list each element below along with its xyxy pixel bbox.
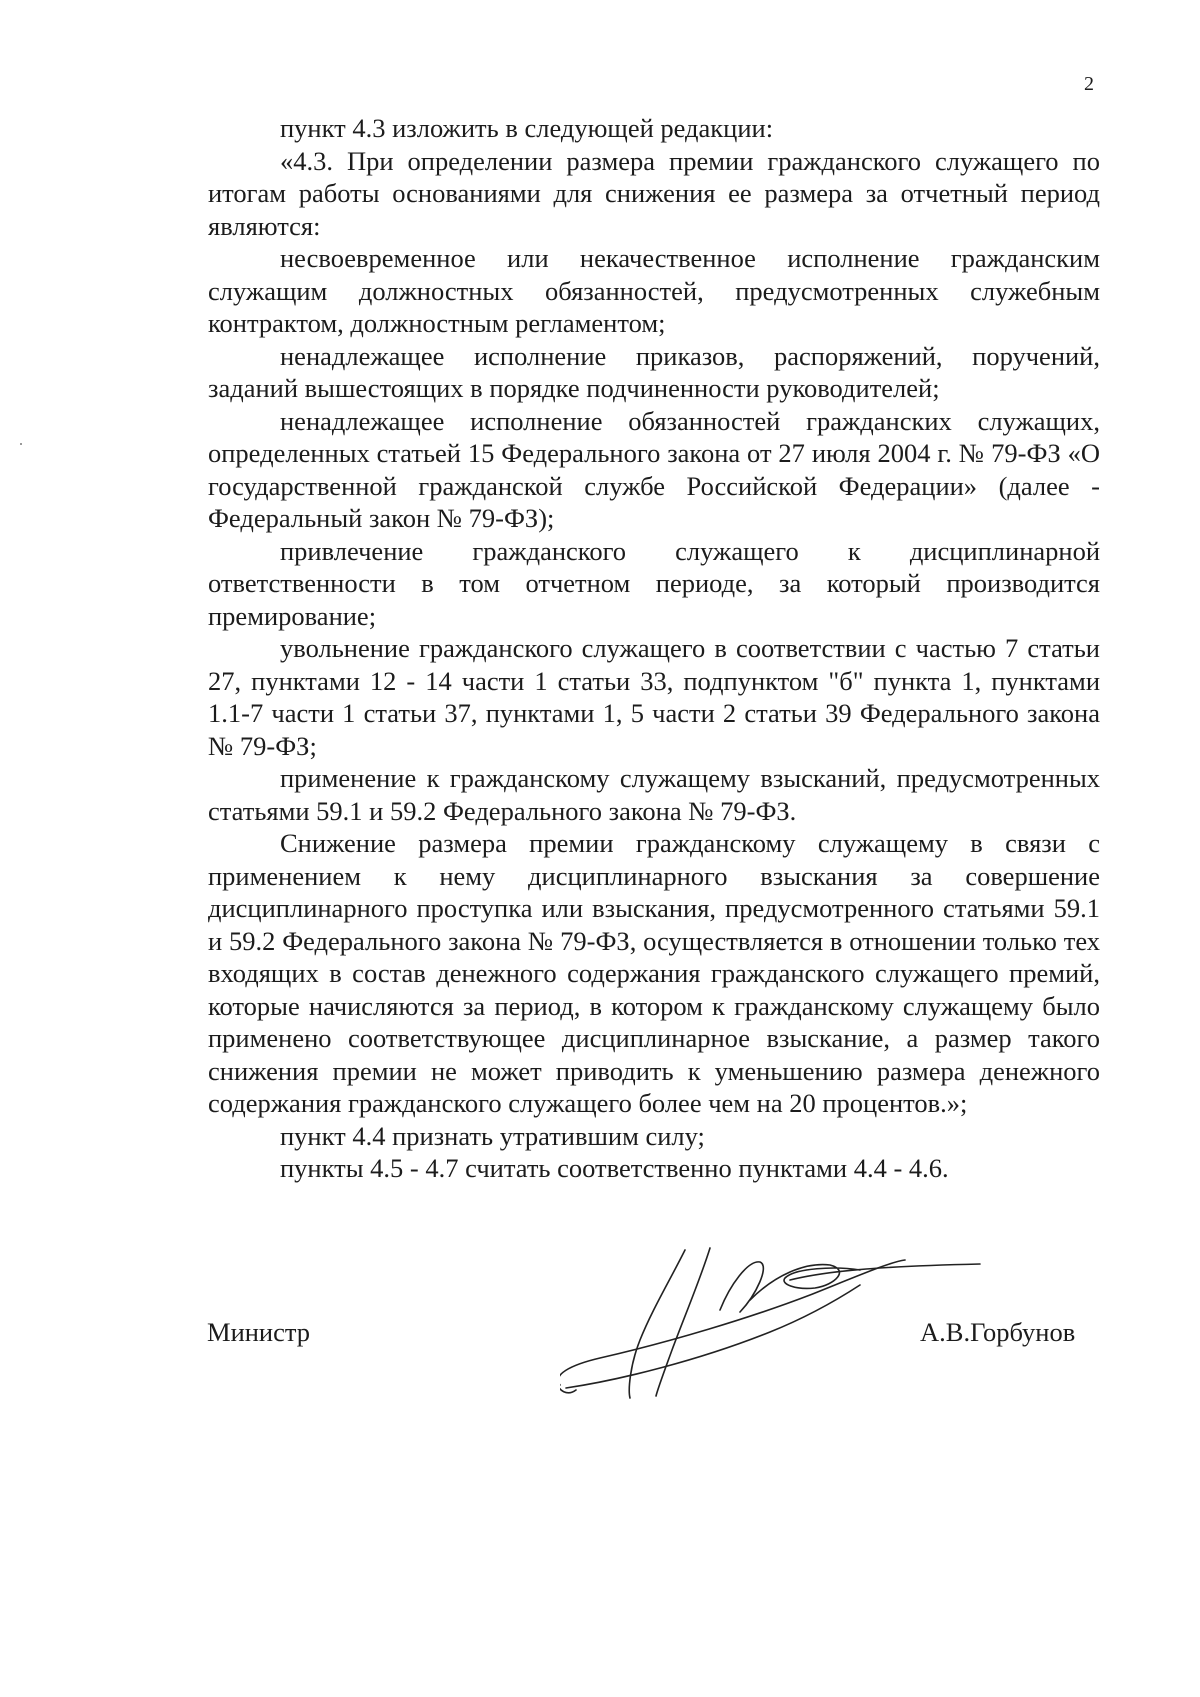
paragraph: привлечение гражданского служащего к дисциплинарной ответственности в том отчетном периоде, за который производится премирование; [208, 535, 1100, 631]
paragraph: пункт 4.3 изложить в следующей редакции: [280, 113, 774, 143]
paragraph: «4.3. При определении размера премии гражданского служащего по итогам работы основаниями для снижения ее размера за отчетный период являются: [208, 145, 1100, 241]
page-number: 2 [1084, 73, 1094, 95]
paragraph: применение к гражданскому служащему взысканий, предусмотренных статьями 59.1 и 59.2 Федерального закона № 79-ФЗ. [208, 763, 1100, 826]
paragraph: пункты 4.5 - 4.7 считать соответственно пунктами 4.4 - 4.6. [280, 1153, 949, 1183]
paragraph: Снижение размера премии гражданскому служащему в связи с применением к нему дисциплинарного взыскания за совершение дисциплинарного проступка или взыскания, предусмотренного статьями 59.1 и 59.2 Федерального закона № 79-ФЗ, осуществляется в отношении только тех входящих в состав денежного содержания гражданского служащего премий, которые начисляются за период, в котором к гражданскому служащему было применено соответствующее дисциплинарное взыскание, а размер такого снижения премии не может приводить к уменьшению размера денежного содержания гражданского служащего более чем на 20 процентов.»; [208, 828, 1100, 1118]
paragraph: несвоевременное или некачественное исполнение гражданским служащим должностных обязанностей, предусмотренных служебным контрактом, должностным регламентом; [208, 243, 1100, 338]
paragraph: ненадлежащее исполнение приказов, распоряжений, поручений, заданий вышестоящих в порядке подчиненности руководителей; [208, 340, 1100, 403]
paragraph: ненадлежащее исполнение обязанностей гражданских служащих, определенных статьей 15 Федерального закона от 27 июля 2004 г. № 79-ФЗ «О государственной гражданской службе Российской Федерации» (далее - Федеральный закон № 79-ФЗ); [208, 405, 1100, 533]
signatory-position: Министр [207, 1317, 311, 1347]
signatory-name: А.В.Горбунов [920, 1317, 1076, 1347]
scan-artifact [20, 443, 22, 445]
paragraph: пункт 4.4 признать утратившим силу; [280, 1120, 705, 1151]
document-body [208, 112, 1100, 1185]
paragraph: увольнение гражданского служащего в соответствии с частью 7 статьи 27, пунктами 12 - 14 части 1 статьи 33, подпунктом "б" пункта 1, пунктами 1.1-7 части 1 статьи 37, пунктами 1, 5 части 2 статьи 39 Федерального закона № 79-ФЗ; [208, 633, 1100, 761]
